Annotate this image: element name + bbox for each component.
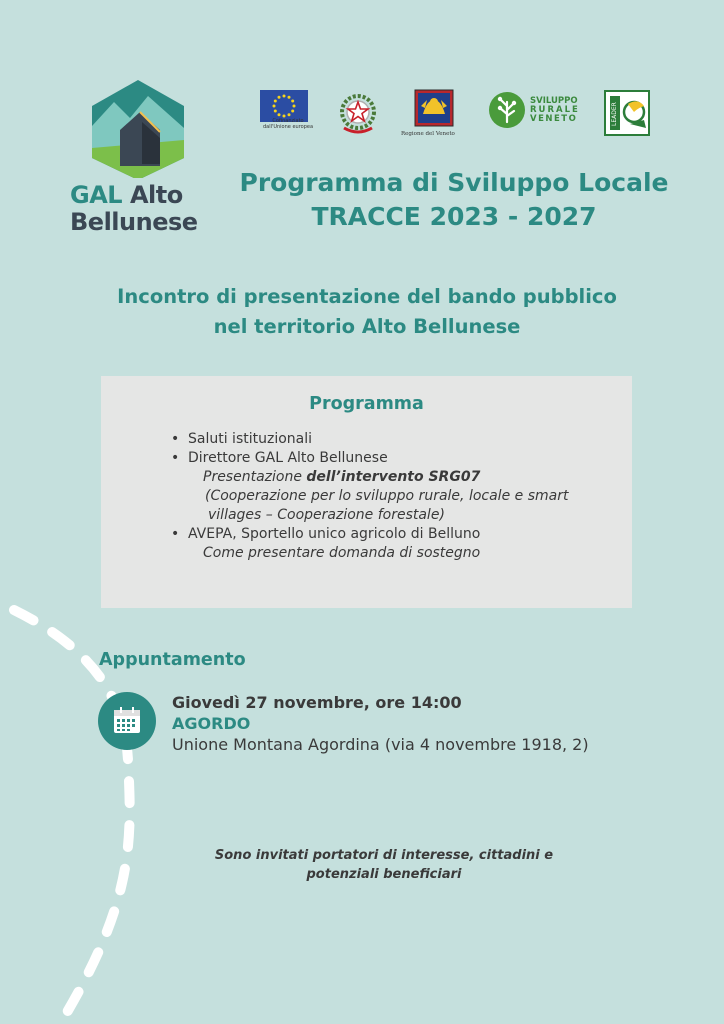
calendar-icon	[112, 705, 142, 735]
invite-text	[184, 846, 584, 884]
rural-line-3: VENETO	[530, 114, 578, 124]
programma-item-2-sub-3: villages – Cooperazione forestale)	[208, 507, 445, 523]
list-item	[171, 525, 568, 563]
title-line-1: Programma di Sviluppo Locale	[239, 168, 669, 197]
appointment-place: Unione Montana Agordina (via 4 novembre 1918, 2)	[172, 735, 589, 754]
leader-label: LEADER	[611, 102, 618, 126]
programma-item-3: AVEPA, Sportello unico agricolo di Belluno	[188, 526, 481, 542]
list-item	[171, 430, 568, 449]
programma-heading: Programma	[309, 394, 424, 414]
italian-emblem-icon	[336, 90, 380, 136]
logo-gal: GAL	[70, 181, 123, 209]
page-title	[214, 166, 694, 234]
leader-icon	[604, 90, 650, 136]
programma-item-2-sub-2: (Cooperazione per lo sviluppo rurale, locale e smart	[205, 488, 569, 504]
programma-list	[171, 430, 568, 563]
list-item	[171, 449, 568, 525]
veneto-lion-icon	[413, 88, 455, 128]
rural-line-2: RURALE	[530, 105, 580, 115]
invite-line-2: potenziali beneficiari	[306, 867, 462, 882]
gal-logo-text	[70, 182, 198, 236]
page-subtitle	[0, 282, 724, 342]
logo-alto: Alto	[129, 181, 183, 209]
programma-box	[101, 376, 632, 608]
subtitle-line-2: nel territorio Alto Bellunese	[213, 315, 521, 338]
sub-1-bold: dell’intervento SRG07	[306, 469, 481, 485]
rural-development-text	[530, 97, 580, 124]
calendar-badge	[98, 692, 156, 750]
programma-item-1: Saluti istituzionali	[188, 431, 313, 447]
invite-line-1: Sono invitati portatori di interesse, cittadini e	[214, 848, 554, 863]
rural-line-1: SVILUPPO	[530, 96, 578, 106]
logo-bellunese: Bellunese	[70, 208, 198, 236]
gal-logo-icon	[62, 78, 212, 178]
region-caption: Regione del Veneto	[401, 131, 455, 137]
appointment-city: AGORDO	[172, 714, 251, 733]
sub-1-plain: Presentazione	[203, 469, 307, 485]
programma-item-2-sub-1	[188, 468, 568, 487]
eu-caption: Cofinanziato dall'Unione europea	[262, 118, 314, 130]
rural-development-icon	[488, 88, 528, 132]
appointment-date: Giovedì 27 novembre, ore 14:00	[172, 693, 462, 712]
appuntamento-heading: Appuntamento	[99, 650, 246, 670]
title-line-2: TRACCE 2023 - 2027	[311, 202, 597, 231]
programma-item-3-sub: Come presentare domanda di sostegno	[203, 545, 481, 561]
programma-item-2: Direttore GAL Alto Bellunese	[188, 450, 388, 466]
subtitle-line-1: Incontro di presentazione del bando pubblico	[117, 285, 617, 308]
